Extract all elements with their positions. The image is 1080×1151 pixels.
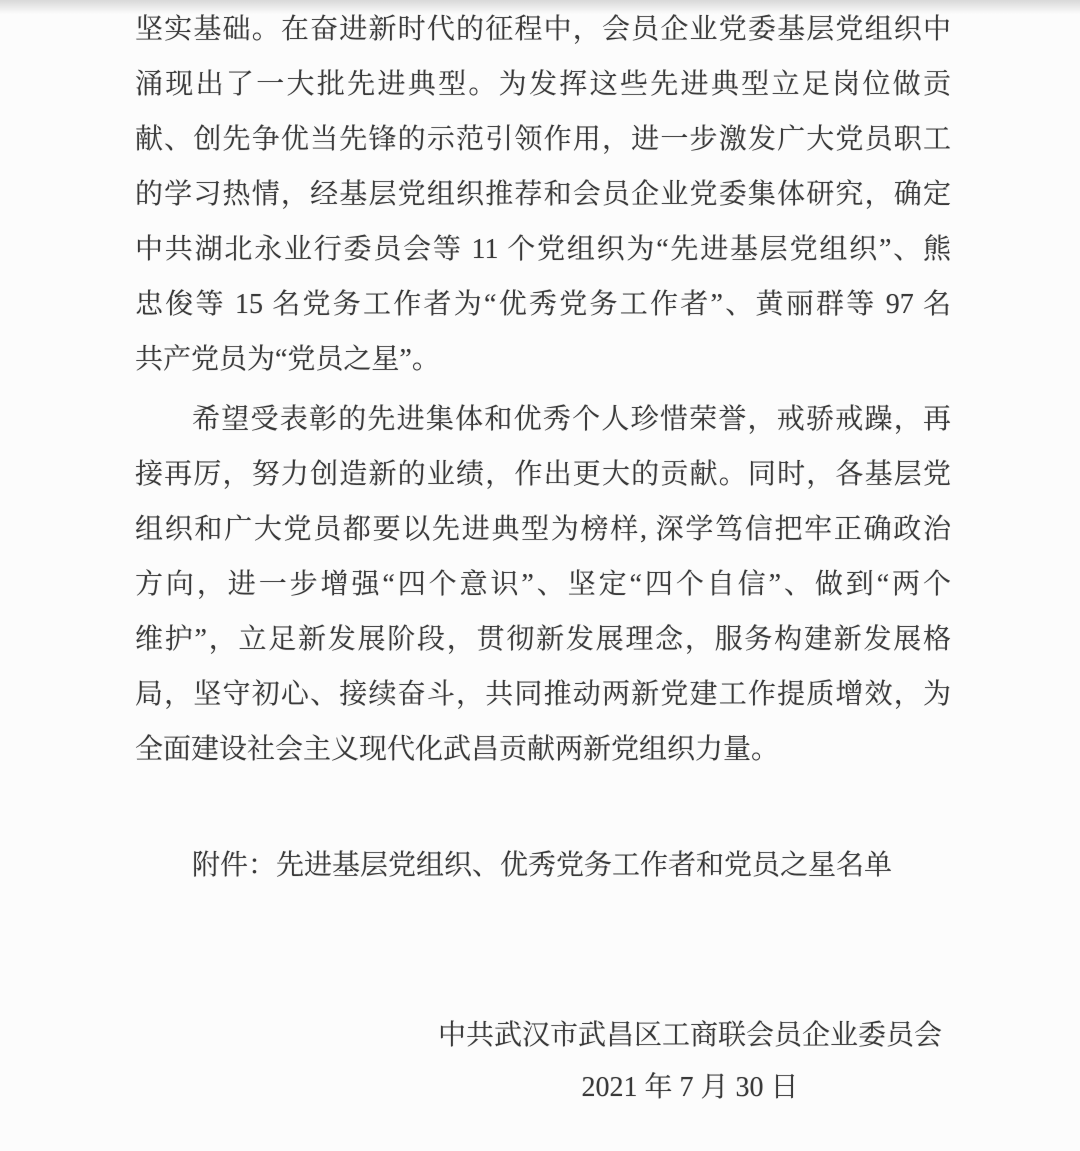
text-line: 接再厉，努力创造新的业绩，作出更大的贡献。同时，各基层党 [135, 459, 951, 490]
text-line: 局，坚守初心、接续奋斗，共同推动两新党建工作提质增效，为 [135, 679, 951, 710]
text-line: 共产党员为“党员之星”。 [135, 344, 440, 375]
attachment-line: 附件：先进基层党组织、优秀党务工作者和党员之星名单 [192, 850, 893, 881]
text-line: 献、创先争优当先锋的示范引领作用，进一步激发广大党员职工 [135, 124, 951, 155]
text-line: 涌现出了一大批先进典型。为发挥这些先进典型立足岗位做贡 [135, 69, 951, 100]
text-line: 希望受表彰的先进集体和优秀个人珍惜荣誉，戒骄戒躁，再 [192, 404, 951, 435]
paragraph-2 [135, 392, 951, 777]
signature-block [300, 1008, 1080, 1115]
signature-date: 2021 年 7 月 30 日 [581, 1072, 799, 1103]
text-line: 忠俊等 15 名党务工作者为“优秀党务工作者”、黄丽群等 97 名 [135, 289, 951, 320]
text-line: 维护”，立足新发展阶段，贯彻新发展理念，服务构建新发展格 [135, 624, 951, 655]
text-line: 的学习热情，经基层党组织推荐和会员企业党委集体研究，确定 [135, 179, 951, 210]
paragraph-1 [135, 2, 951, 387]
text-line: 方向，进一步增强“四个意识”、坚定“四个自信”、做到“两个 [135, 569, 951, 600]
text-line: 坚实基础。在奋进新时代的征程中，会员企业党委基层党组织中 [135, 14, 951, 45]
text-line: 中共湖北永业行委员会等 11 个党组织为“先进基层党组织”、熊 [135, 234, 951, 265]
document-body [135, 2, 951, 777]
text-line: 组织和广大党员都要以先进典型为榜样, 深学笃信把牢正确政治 [135, 514, 951, 545]
signature-org: 中共武汉市武昌区工商联会员企业委员会 [437, 1020, 942, 1051]
text-line: 全面建设社会主义现代化武昌贡献两新党组织力量。 [135, 734, 780, 765]
